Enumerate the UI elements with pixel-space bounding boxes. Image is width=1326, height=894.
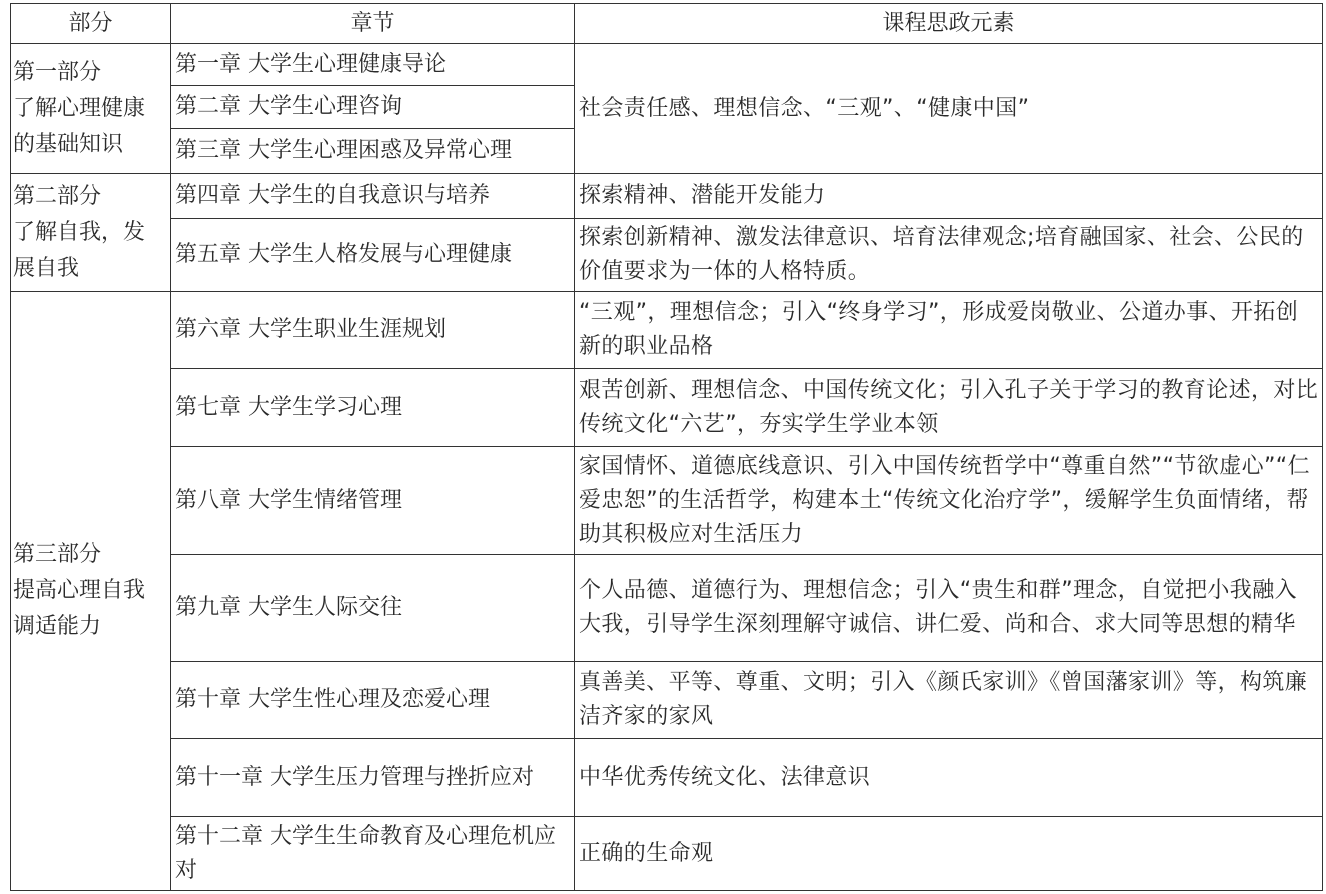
table-row <box>11 219 1323 292</box>
header-chapter: 章节 <box>171 4 575 44</box>
chapter-cell: 第七章 大学生学习心理 <box>171 369 575 447</box>
table-row <box>11 44 1323 86</box>
chapter-cell: 第十二章 大学生生命教育及心理危机应对 <box>171 817 575 891</box>
part-cell <box>11 44 171 174</box>
elements-cell: 正确的生命观 <box>575 817 1323 891</box>
elements-cell: 中华优秀传统文化、法律意识 <box>575 739 1323 817</box>
chapter-cell: 第三章 大学生心理困惑及异常心理 <box>171 129 575 174</box>
part-line: 展自我 <box>13 255 80 281</box>
chapter-cell: 第九章 大学生人际交往 <box>171 555 575 662</box>
part-cell <box>11 174 171 292</box>
chapter-cell: 第五章 大学生人格发展与心理健康 <box>171 219 575 292</box>
table-row <box>11 662 1323 739</box>
table-row <box>11 739 1323 817</box>
part-line: 的基础知识 <box>13 131 124 157</box>
part-line: 第二部分 <box>13 183 102 209</box>
table-row <box>11 369 1323 447</box>
table-row <box>11 555 1323 662</box>
elements-cell: 个人品德、道德行为、理想信念；引入“贵生和群”理念，自觉把小我融入大我，引导学生深刻理解守诚信、讲仁爱、尚和合、求大同等思想的精华 <box>575 555 1323 662</box>
chapter-cell: 第十章 大学生性心理及恋爱心理 <box>171 662 575 739</box>
part-line: 调适能力 <box>13 614 102 639</box>
elements-cell: 探索创新精神、激发法律意识、培育法律观念;培育融国家、社会、公民的价值要求为一体的人格特质。 <box>575 219 1323 292</box>
elements-cell: 真善美、平等、尊重、文明；引入《颜氏家训》《曾国藩家训》等，构筑廉洁齐家的家风 <box>575 662 1323 739</box>
table-row <box>11 447 1323 555</box>
elements-cell: 社会责任感、理想信念、“三观”、“健康中国” <box>575 44 1323 174</box>
chapter-cell: 第四章 大学生的自我意识与培养 <box>171 174 575 219</box>
course-table <box>10 3 1323 891</box>
elements-cell: 家国情怀、道德底线意识、引入中国传统哲学中“尊重自然”“节欲虚心”“仁爱忠恕”的生活哲学，构建本土“传统文化治疗学”，缓解学生负面情绪，帮助其积极应对生活压力 <box>575 447 1323 555</box>
elements-cell: “三观”，理想信念；引入“终身学习”，形成爱岗敬业、公道办事、开拓创新的职业品格 <box>575 292 1323 369</box>
table-row <box>11 174 1323 219</box>
part-line: 了解自我，发 <box>13 219 146 245</box>
chapter-cell: 第二章 大学生心理咨询 <box>171 86 575 129</box>
table-row <box>11 817 1323 891</box>
part-line: 了解心理健康 <box>13 95 146 121</box>
header-part: 部分 <box>11 4 171 44</box>
header-row <box>11 4 1323 44</box>
chapter-cell: 第八章 大学生情绪管理 <box>171 447 575 555</box>
elements-cell: 艰苦创新、理想信念、中国传统文化；引入孔子关于学习的教育论述，对比传统文化“六艺”，夯实学生学业本领 <box>575 369 1323 447</box>
chapter-cell: 第十一章 大学生压力管理与挫折应对 <box>171 739 575 817</box>
elements-cell: 探索精神、潜能开发能力 <box>575 174 1323 219</box>
part-line: 提高心理自我 <box>13 578 146 603</box>
chapter-cell: 第一章 大学生心理健康导论 <box>171 44 575 86</box>
chapter-cell: 第六章 大学生职业生涯规划 <box>171 292 575 369</box>
part-cell <box>11 292 171 891</box>
part-line: 第三部分 <box>13 542 102 567</box>
table-row <box>11 292 1323 369</box>
header-elements: 课程思政元素 <box>575 4 1323 44</box>
part-line: 第一部分 <box>13 59 102 85</box>
